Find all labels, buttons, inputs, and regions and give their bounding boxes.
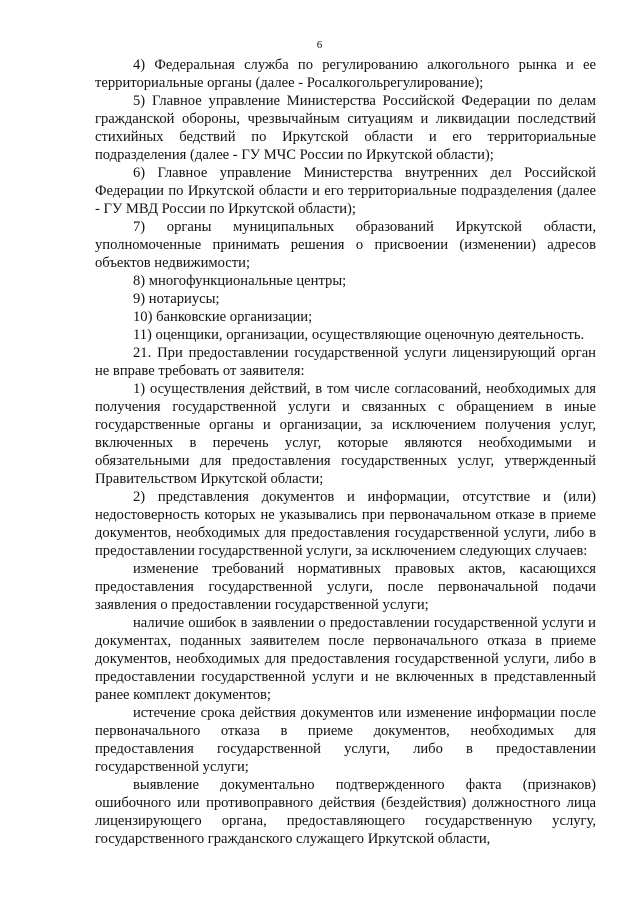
paragraph-item-6: 6) Главное управление Министерства внутренних дел Российской Федерации по Иркутской области и его территориальные подразделения (далее - ГУ МВД России по Иркутской области);: [95, 165, 596, 217]
paragraph-case-errors: наличие ошибок в заявлении о предоставлении государственной услуги и документах, поданных заявителем после первоначального отказа в приеме документов, необходимых для предоставления государственной услуги, либо в предоставлении государственной услуги и не включенных в представленный ранее комплект документов;: [95, 615, 596, 703]
paragraph-case-expiry: истечение срока действия документов или изменение информации после первоначального отказа в приеме документов, необходимых для предоставления государственной услуги, либо в предоставлении государственной услуги;: [95, 705, 596, 775]
paragraph-item-8: 8) многофункциональные центры;: [133, 273, 347, 289]
paragraph-case-requirements-change: изменение требований нормативных правовых актов, касающихся предоставления государственной услуги, после первоначальной подачи заявления о предоставлении государственной услуги;: [95, 561, 596, 613]
paragraph-subitem-2: 2) представления документов и информации, отсутствие и (или) недостоверность которых не указывались при первоначальном отказе в приеме документов, необходимых для предоставления государственной услуги, либо в предоставлении государственной услуги, за исключением следующих случаев:: [95, 489, 596, 559]
paragraph-item-7: 7) органы муниципальных образований Иркутской области, уполномоченные принимать решения о присвоении (изменении) адресов объектов недвижимости;: [95, 219, 596, 271]
paragraph-clause-21: 21. При предоставлении государственной услуги лицензирующий орган не вправе требовать от заявителя:: [95, 345, 596, 379]
paragraph-item-11: 11) оценщики, организации, осуществляющие оценочную деятельность.: [133, 327, 585, 343]
page-number: 6: [316, 39, 323, 51]
paragraph-item-5: 5) Главное управление Министерства Российской Федерации по делам гражданской обороны, чрезвычайным ситуациям и ликвидации последствий стихийных бедствий по Иркутской области и его территориальные подразделения (далее - ГУ МЧС России по Иркутской области);: [95, 93, 596, 163]
paragraph-item-9: 9) нотариусы;: [133, 291, 220, 307]
paragraph-subitem-1: 1) осуществления действий, в том числе согласований, необходимых для получения государственной услуги и связанных с обращением в иные государственные органы и организации, за исключением получения услуг, включенных в перечень услуг, которые являются необходимыми и обязательными для предоставления государственных услуг, утвержденный Правительством Иркутской области;: [95, 381, 596, 487]
paragraph-item-4: 4) Федеральная служба по регулированию алкогольного рынка и ее территориальные органы (далее - Росалкогольрегулирование);: [95, 57, 596, 91]
paragraph-item-10: 10) банковские организации;: [133, 309, 313, 325]
paragraph-case-misconduct: выявление документально подтвержденного факта (признаков) ошибочного или противоправного действия (бездействия) должностного лица лицензирующего органа, предоставляющего государственную услугу, государственного гражданского служащего Иркутской области,: [95, 777, 596, 847]
document-body: [95, 56, 596, 848]
